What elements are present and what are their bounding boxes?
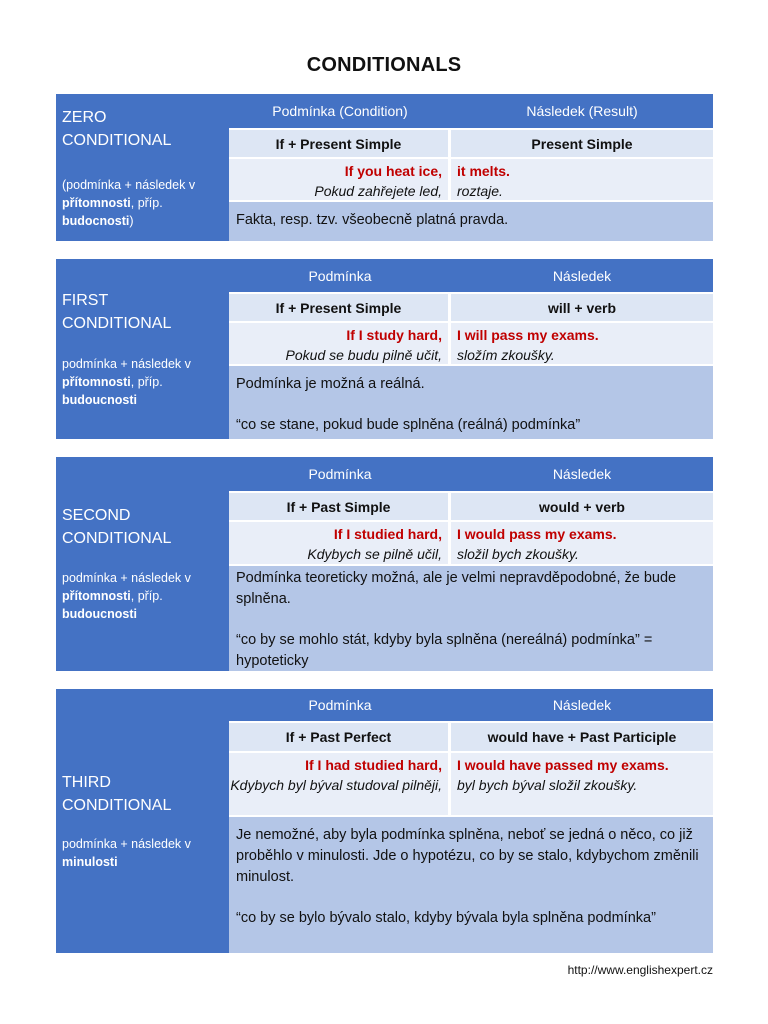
- zero-header-row: [229, 94, 713, 128]
- zero-note: Fakta, resp. tzv. všeobecně platná pravda.: [229, 200, 713, 241]
- condition-rule: If + Present Simple: [229, 128, 450, 157]
- second-conditional-sidebar: [56, 457, 229, 671]
- second-rule-row: [229, 491, 713, 520]
- result-example: [451, 157, 713, 200]
- english-example: I would pass my exams.: [457, 526, 617, 542]
- result-example: [451, 520, 713, 564]
- czech-translation: byl bych býval složil zkoušky.: [457, 777, 638, 793]
- czech-translation: roztaje.: [457, 183, 503, 199]
- zero-rule-row: [229, 128, 713, 157]
- czech-translation: Pokud se budu pilně učit,: [285, 347, 442, 363]
- czech-translation: Pokud zahřejete led,: [314, 183, 442, 199]
- result-rule: Present Simple: [451, 128, 713, 157]
- result-column-header: Následek (Result): [526, 103, 638, 119]
- third-conditional-block: [56, 689, 713, 953]
- result-rule: would have + Past Participle: [451, 721, 713, 751]
- english-example: it melts.: [457, 163, 510, 179]
- condition-example: [229, 520, 450, 564]
- first-header-row: [229, 259, 713, 292]
- result-column-header: Následek: [552, 466, 612, 482]
- zero-conditional-description: (podmínka + následek v přítomnosti, příp. budocnosti): [62, 178, 196, 228]
- result-rule: will + verb: [451, 292, 713, 321]
- english-example: I will pass my exams.: [457, 327, 599, 343]
- czech-translation: Kdybych se pilně učil,: [307, 546, 442, 562]
- english-example: If I studied hard,: [333, 526, 442, 542]
- english-example: If I study hard,: [346, 327, 442, 343]
- first-conditional-title: FIRST CONDITIONAL: [62, 292, 172, 332]
- third-note: Je nemožné, aby byla podmínka splněna, neboť se jedná o něco, co již proběhlo v minulosti. Jde o hypotézu, co by se stalo, kdybychom změnili minulost. “co by se bylo bývalo stalo, kdyby bývala byla splněna podmínka”: [229, 815, 713, 953]
- third-conditional-title: THIRD CONDITIONAL: [62, 774, 172, 814]
- second-conditional-title: SECOND CONDITIONAL: [62, 507, 172, 547]
- second-header-row: [229, 457, 713, 491]
- result-column-header: Následek: [552, 697, 612, 713]
- third-conditional-sidebar: [56, 689, 229, 953]
- czech-translation: složil bych zkoušky.: [457, 546, 579, 562]
- zero-conditional-title: ZERO CONDITIONAL: [62, 109, 172, 149]
- result-column-header: Následek: [552, 267, 612, 284]
- condition-rule: If + Past Perfect: [229, 721, 450, 751]
- first-rule-row: [229, 292, 713, 321]
- condition-example: [229, 751, 450, 815]
- english-example: I would have passed my exams.: [457, 757, 669, 773]
- zero-example-row: [229, 157, 713, 200]
- english-example: If you heat ice,: [344, 163, 442, 179]
- second-note: Podmínka teoreticky možná, ale je velmi nepravděpodobné, že bude splněna. “co by se mohlo stát, kdyby byla splněna (nereálná) podmínka” = hypoteticky: [229, 564, 713, 671]
- condition-example: [229, 157, 450, 200]
- page-title: CONDITIONALS: [306, 54, 462, 76]
- first-conditional-sidebar: [56, 259, 229, 439]
- condition-column-header: Podmínka: [308, 267, 372, 284]
- first-note: Podmínka je možná a reálná. “co se stane, pokud bude splněna (reálná) podmínka”: [229, 364, 713, 439]
- second-conditional-block: [56, 457, 713, 671]
- zero-conditional-block: [56, 94, 713, 241]
- third-header-row: [229, 689, 713, 721]
- czech-translation: Kdybych byl býval studoval pilněji,: [230, 777, 442, 793]
- first-conditional-description: podmínka + následek v přítomnosti, příp. budoucnosti: [62, 357, 191, 407]
- result-example: [451, 751, 713, 815]
- zero-conditional-sidebar: [56, 94, 229, 241]
- condition-column-header: Podmínka: [308, 466, 372, 482]
- condition-rule: If + Past Simple: [229, 491, 450, 520]
- first-conditional-block: [56, 259, 713, 439]
- footer-url: http://www.englishexpert.cz: [567, 963, 713, 977]
- first-example-row: [229, 321, 713, 364]
- third-conditional-description: podmínka + následek v minulosti: [62, 837, 191, 869]
- condition-column-header: Podmínka: [308, 697, 372, 713]
- third-example-row: [229, 751, 713, 815]
- english-example: If I had studied hard,: [305, 757, 442, 773]
- second-conditional-description: podmínka + následek v přítomnosti, příp. budoucnosti: [62, 571, 191, 621]
- second-example-row: [229, 520, 713, 564]
- condition-column-header: Podmínka (Condition): [272, 103, 408, 119]
- third-rule-row: [229, 721, 713, 751]
- result-rule: would + verb: [451, 491, 713, 520]
- czech-translation: složím zkoušky.: [457, 347, 555, 363]
- condition-example: [229, 321, 450, 364]
- result-example: [451, 321, 713, 364]
- condition-rule: If + Present Simple: [229, 292, 450, 321]
